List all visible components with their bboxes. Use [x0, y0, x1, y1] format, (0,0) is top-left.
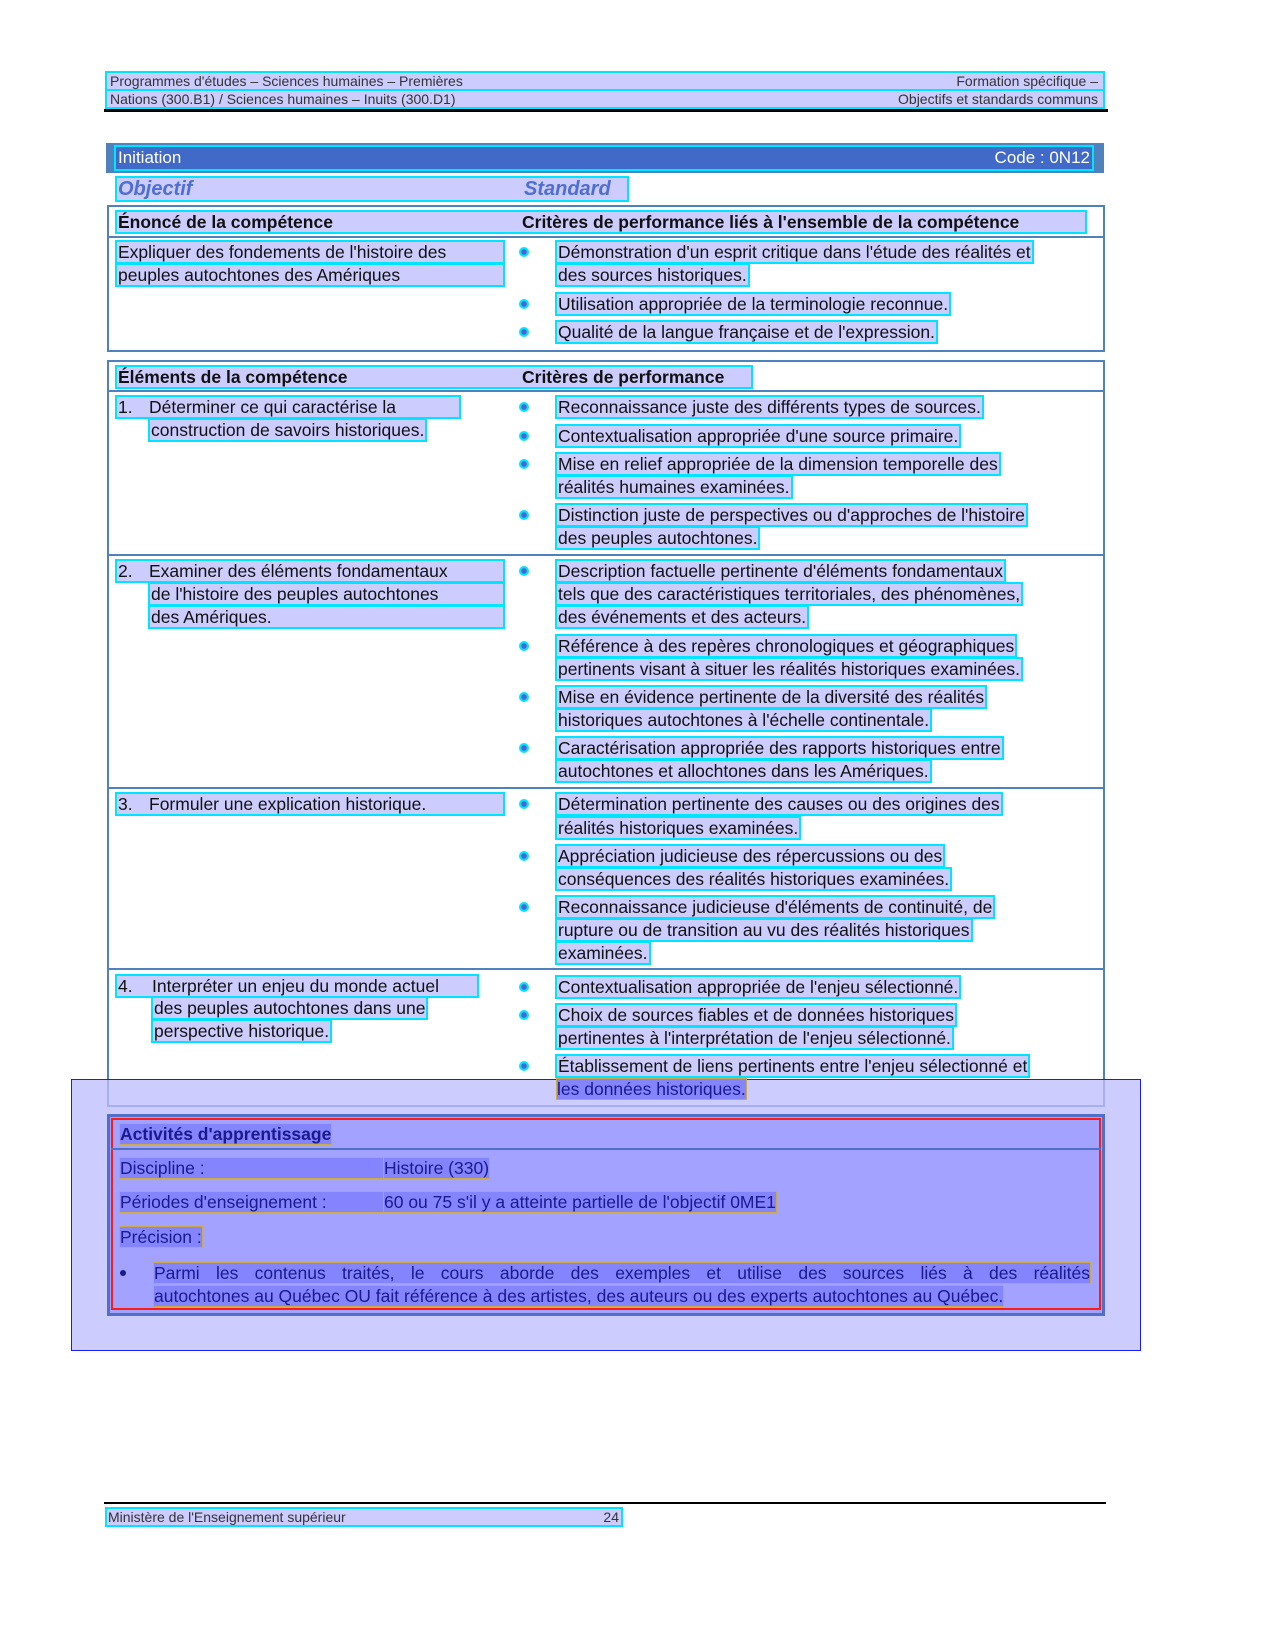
objectif-label: Objectif: [118, 178, 193, 200]
competence-header-row: [117, 212, 1085, 232]
divider: [107, 787, 1105, 789]
bullet-icon: [521, 984, 527, 990]
bullet-icon: [521, 433, 527, 439]
bullet-icon: [521, 301, 527, 307]
periods-label: Périodes d'enseignement :: [120, 1192, 384, 1212]
activities-heading: Activités d'apprentissage: [120, 1124, 332, 1144]
course-title: Initiation: [118, 148, 182, 167]
bullet-icon: [521, 643, 527, 649]
bullet-icon: [521, 904, 527, 910]
bullet-icon: [521, 1063, 527, 1069]
page-number: 24: [603, 1509, 619, 1525]
criterion: des événements et des acteurs.: [558, 607, 807, 627]
element-text: de l'histoire des peuples autochtones: [150, 584, 503, 604]
criterion: Choix de sources fiables et de données historiques: [558, 1005, 954, 1025]
bullet-icon: [521, 404, 527, 410]
periods-value: 60 ou 75 s'il y a atteinte partielle de l'objectif 0ME1: [384, 1192, 776, 1212]
divider: [107, 968, 1105, 970]
criterion: examinées.: [558, 943, 648, 963]
header-right-1: Formation spécifique –: [956, 73, 1098, 89]
criterion: Utilisation appropriée de la terminologie reconnue.: [558, 294, 949, 314]
criterion: rupture ou de transition au vu des réalités historiques: [558, 920, 970, 940]
precision-label: Précision :: [120, 1227, 202, 1247]
footer-ministry: Ministère de l'Enseignement supérieur: [108, 1509, 346, 1525]
competence-criteria-heading: Critères de performance liés à l'ensemble de la compétence: [522, 212, 1020, 232]
precision-text: autochtones au Québec OU fait référence à des artistes, des auteurs ou des experts autochtones au Québec.: [154, 1286, 1004, 1306]
bullet-icon: [521, 1012, 527, 1018]
element-item: 1. Déterminer ce qui caractérise la: [117, 397, 459, 417]
bullet-icon: [521, 801, 527, 807]
bullet-icon: [521, 461, 527, 467]
objectif-heading: [117, 178, 627, 200]
header-rule: [104, 109, 1108, 112]
criterion: Description factuelle pertinente d'éléments fondamentaux: [558, 561, 1003, 581]
criterion: Qualité de la langue française et de l'expression.: [558, 322, 935, 342]
elements-criteria-heading: Critères de performance: [522, 367, 725, 387]
criterion: Caractérisation appropriée des rapports historiques entre: [558, 738, 1001, 758]
bullet-icon: [521, 745, 527, 751]
criterion: Appréciation judicieuse des répercussions ou des: [558, 846, 943, 866]
bullet-icon: [521, 329, 527, 335]
criterion: autochtones et allochtones dans les Amériques.: [558, 761, 929, 781]
element-item: 4. Interpréter un enjeu du monde actuel: [117, 976, 477, 996]
criterion: historiques autochtones à l'échelle continentale.: [558, 710, 930, 730]
criterion: Mise en relief appropriée de la dimension temporelle des: [558, 454, 998, 474]
divider: [111, 1148, 1101, 1150]
criterion: pertinentes à l'interprétation de l'enjeu sélectionné.: [558, 1028, 951, 1048]
standard-label: Standard: [524, 178, 611, 200]
bullet-icon: [521, 512, 527, 518]
title-bar: [106, 143, 1104, 173]
criterion: réalités historiques examinées.: [558, 818, 799, 838]
element-text: des Amériques.: [150, 607, 503, 627]
header-right-2: Objectifs et standards communs: [898, 91, 1098, 107]
criterion: des peuples autochtones.: [558, 528, 758, 548]
element-text: perspective historique.: [154, 1021, 330, 1041]
criterion: Contextualisation appropriée de l'enjeu sélectionné.: [558, 977, 959, 997]
competence-statement: peuples autochtones des Amériques: [117, 265, 503, 285]
element-text: construction de savoirs historiques.: [151, 420, 425, 440]
criterion: Démonstration d'un esprit critique dans l'étude des réalités et: [558, 242, 1031, 262]
criterion: réalités humaines examinées.: [558, 477, 790, 497]
bullet-icon: [521, 568, 527, 574]
course-code: Code : 0N12: [994, 148, 1090, 167]
competence-heading: Énoncé de la compétence: [118, 212, 333, 232]
bullet-icon: [120, 1270, 126, 1276]
criterion: Reconnaissance juste des différents types de sources.: [558, 397, 981, 417]
criterion: Détermination pertinente des causes ou des origines des: [558, 794, 1000, 814]
discipline-value: Histoire (330): [384, 1158, 490, 1178]
footer-rule: [104, 1502, 1106, 1504]
precision-text: Parmi les contenus traités, le cours aborde des exemples et utilise des sources liés à des réalités: [154, 1263, 1090, 1283]
element-text: des peuples autochtones dans une: [154, 998, 426, 1018]
divider: [107, 236, 1105, 238]
criterion: Reconnaissance judicieuse d'éléments de continuité, de: [558, 897, 993, 917]
bullet-icon: [521, 249, 527, 255]
competence-statement: Expliquer des fondements de l'histoire des: [117, 242, 503, 262]
elements-header-row: [117, 367, 751, 387]
header-left-1: Programmes d'études – Sciences humaines – Premières: [110, 73, 463, 89]
divider: [107, 390, 1105, 392]
criterion: les données historiques.: [557, 1079, 746, 1099]
elements-heading: Éléments de la compétence: [118, 367, 348, 387]
bullet-icon: [521, 694, 527, 700]
criterion: Distinction juste de perspectives ou d'approches de l'histoire: [558, 505, 1025, 525]
criterion: Contextualisation appropriée d'une source primaire.: [558, 426, 959, 446]
criterion: Référence à des repères chronologiques et géographiques: [558, 636, 1015, 656]
element-item: 2. Examiner des éléments fondamentaux: [117, 561, 503, 581]
criterion: des sources historiques.: [558, 265, 747, 285]
divider: [107, 554, 1105, 556]
element-item: 3. Formuler une explication historique.: [117, 794, 503, 814]
criterion: Mise en évidence pertinente de la diversité des réalités: [558, 687, 985, 707]
bullet-icon: [521, 853, 527, 859]
criterion: tels que des caractéristiques territoriales, des phénomènes,: [558, 584, 1021, 604]
header-left-2: Nations (300.B1) / Sciences humaines – Inuits (300.D1): [110, 91, 456, 107]
criterion: pertinents visant à situer les réalités historiques examinées.: [558, 659, 1021, 679]
criterion: conséquences des réalités historiques examinées.: [558, 869, 950, 889]
footer: [107, 1509, 621, 1525]
discipline-label: Discipline :: [120, 1158, 384, 1178]
criterion: Établissement de liens pertinents entre l'enjeu sélectionné et: [558, 1056, 1028, 1076]
